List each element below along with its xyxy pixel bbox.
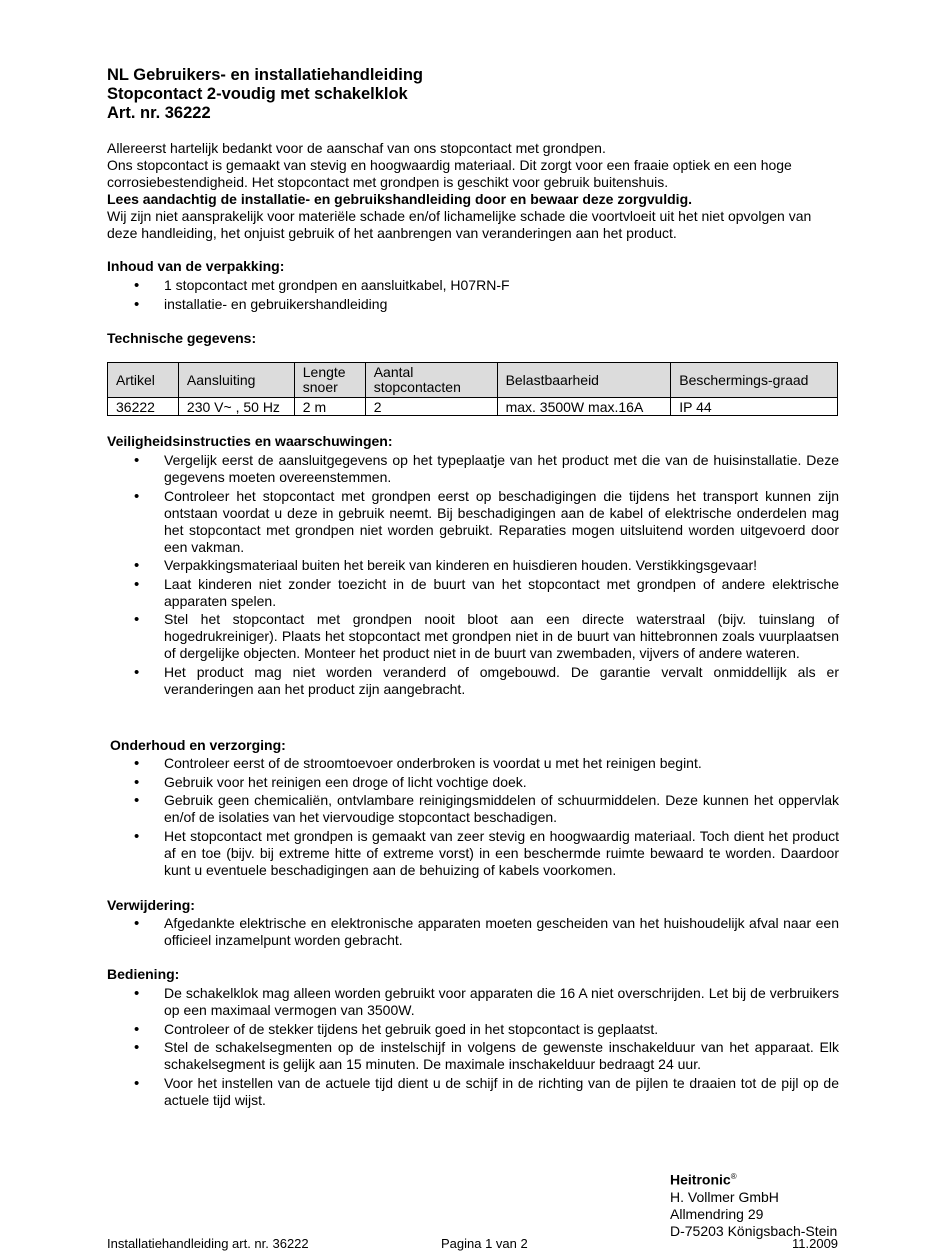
table-header-cell: Aantal stopcontacten xyxy=(365,363,497,398)
list-item: • Afgedankte elektrische en elektronische apparaten moeten gescheiden van het huishoudelijk afval naar een officieel inzamelpunt worden gebracht. xyxy=(107,915,839,949)
table-row xyxy=(108,398,838,416)
list-item: • De schakelklok mag alleen worden gebruikt voor apparaten die 16 A niet overschrijden. Let bij de verbruikers op een maximaal vermogen van 3500W. xyxy=(107,985,839,1019)
operation-list xyxy=(107,985,839,1110)
list-item: • Controleer eerst of de stroomtoevoer onderbroken is voordat u met het reinigen begint. xyxy=(107,755,839,772)
disposal-heading: Verwijdering: xyxy=(107,897,195,913)
table-header-cell: Artikel xyxy=(108,363,179,398)
list-item: • Controleer of de stekker tijdens het gebruik goed in het stopcontact is geplaatst. xyxy=(107,1021,839,1038)
registered-mark: ® xyxy=(730,1172,737,1181)
maintenance-list xyxy=(107,755,839,880)
intro-line-2: Ons stopcontact is gemaakt van stevig en hoogwaardig materiaal. Dit zorgt voor een fraaie optiek en een hoge xyxy=(107,157,792,173)
list-item: • Stel de schakelsegmenten op de instelschijf in volgens de gewenste inschakelduur van het apparaat. Elk schakelsegment is gelijk aan 15 minuten. De maximale inschakelduur bedraagt 24 uur. xyxy=(107,1039,839,1073)
list-item: • Verpakkingsmateriaal buiten het bereik van kinderen en huisdieren houden. Verstikkingsgevaar! xyxy=(107,557,839,574)
company-address xyxy=(670,1168,837,1240)
list-item: • Gebruik voor het reinigen een droge of licht vochtige doek. xyxy=(107,774,839,791)
company-line-2: Allmendring 29 xyxy=(670,1205,764,1222)
intro-line-1: Allereerst hartelijk bedankt voor de aanschaf van ons stopcontact met grondpen. xyxy=(107,140,606,156)
disposal-list xyxy=(107,915,839,951)
footer-date: 11.2009 xyxy=(792,1236,839,1251)
table-header-cell: Belastbaarheid xyxy=(497,363,671,398)
safety-list xyxy=(107,452,839,699)
tech-table xyxy=(107,362,838,416)
intro-line-6: deze handleiding, het onjuist gebruik of het aanbrengen van veranderingen aan het product. xyxy=(107,225,677,241)
footer-page-number: Pagina 1 van 2 xyxy=(441,1236,528,1251)
safety-heading: Veiligheidsinstructies en waarschuwingen: xyxy=(107,433,393,449)
table-header-cell: Aansluiting xyxy=(178,363,294,398)
title-line-1: NL Gebruikers- en installatiehandleiding xyxy=(107,66,424,84)
table-cell: 2 xyxy=(365,398,497,416)
list-item: • Het stopcontact met grondpen is gemaakt van zeer stevig en hoogwaardig materiaal. Toch dient het product af en toe (bijv. bij extreme hitte of extreme vorst) in een beschermde ruimte bewaard te worden. Daardoor kunt u eventuele beschadigingen aan de behuizing of kabels voorkomen. xyxy=(107,828,839,879)
list-item: • Het product mag niet worden veranderd of omgebouwd. De garantie vervalt onmiddellijk als er veranderingen aan het product zijn aangebracht. xyxy=(107,664,839,698)
list-item: • Controleer het stopcontact met grondpen eerst op beschadigingen die tijdens het transport kunnen zijn ontstaan voordat u deze in gebruik neemt. Bij beschadigingen aan de kabel of elektrische onderdelen mag het stopcontact met grondpen niet worden gebruikt. Reparaties mogen uitsluitend worden uitgevoerd door een vakman. xyxy=(107,488,839,556)
intro-paragraph xyxy=(107,140,839,242)
company-name: Heitronic xyxy=(670,1171,731,1188)
maintenance-heading: Onderhoud en verzorging: xyxy=(110,737,286,753)
contents-heading: Inhoud van de verpakking: xyxy=(107,258,285,274)
table-cell: IP 44 xyxy=(671,398,838,416)
title-line-3: Art. nr. 36222 xyxy=(107,104,211,122)
company-line-1: H. Vollmer GmbH xyxy=(670,1188,779,1205)
intro-line-4-bold: Lees aandachtig de installatie- en gebruikshandleiding door en bewaar deze zorgvuldig. xyxy=(107,191,693,207)
company-line-3: D-75203 Königsbach-Stein xyxy=(670,1222,838,1239)
table-header-row xyxy=(108,363,838,398)
title-line-2: Stopcontact 2-voudig met schakelklok xyxy=(107,85,408,103)
table-cell: 230 V~ , 50 Hz xyxy=(178,398,294,416)
tech-heading: Technische gegevens: xyxy=(107,330,257,346)
contents-list xyxy=(107,277,839,314)
list-item: • installatie- en gebruikershandleiding xyxy=(107,296,839,313)
list-item: • 1 stopcontact met grondpen en aansluitkabel, H07RN-F xyxy=(107,277,839,294)
list-item: • Laat kinderen niet zonder toezicht in de buurt van het stopcontact met grondpen of andere elektrische apparaten spelen. xyxy=(107,576,839,610)
table-header-cell: Beschermings-graad xyxy=(671,363,838,398)
document-title xyxy=(107,66,423,123)
table-cell: 36222 xyxy=(108,398,179,416)
table-cell: 2 m xyxy=(294,398,365,416)
list-item: • Voor het instellen van de actuele tijd dient u de schijf in de richting van de pijlen te draaien tot de pijl op de actuele tijd wijst. xyxy=(107,1075,839,1109)
table-cell: max. 3500W max.16A xyxy=(497,398,671,416)
list-item: • Gebruik geen chemicaliën, ontvlambare reinigingsmiddelen of schuurmiddelen. Deze kunnen het oppervlak en/of de isolaties van het viervoudige stopcontact beschadigen. xyxy=(107,792,839,826)
operation-heading: Bediening: xyxy=(107,966,180,982)
table-header-cell: Lengte snoer xyxy=(294,363,365,398)
intro-line-3: corrosiebestendigheid. Het stopcontact met grondpen is geschikt voor gebruik buitenshuis. xyxy=(107,174,669,190)
list-item: • Stel het stopcontact met grondpen nooit bloot aan een directe waterstraal (bijv. tuinslang of hogedrukreiniger). Plaats het stopcontact met grondpen niet in de buurt van hittebronnen zoals vuurplaatsen of dergelijke objecten. Monteer het product niet in de buurt van zwembaden, vijvers of andere wateren. xyxy=(107,611,839,662)
intro-line-5: Wij zijn niet aansprakelijk voor materiële schade en/of lichamelijke schade die voortvloeit uit het niet opvolgen van xyxy=(107,208,812,224)
list-item: • Vergelijk eerst de aansluitgegevens op het typeplaatje van het product met die van de huisinstallatie. Deze gegevens moeten overeenstemmen. xyxy=(107,452,839,486)
footer-left: Installatiehandleiding art. nr. 36222 xyxy=(107,1236,309,1251)
